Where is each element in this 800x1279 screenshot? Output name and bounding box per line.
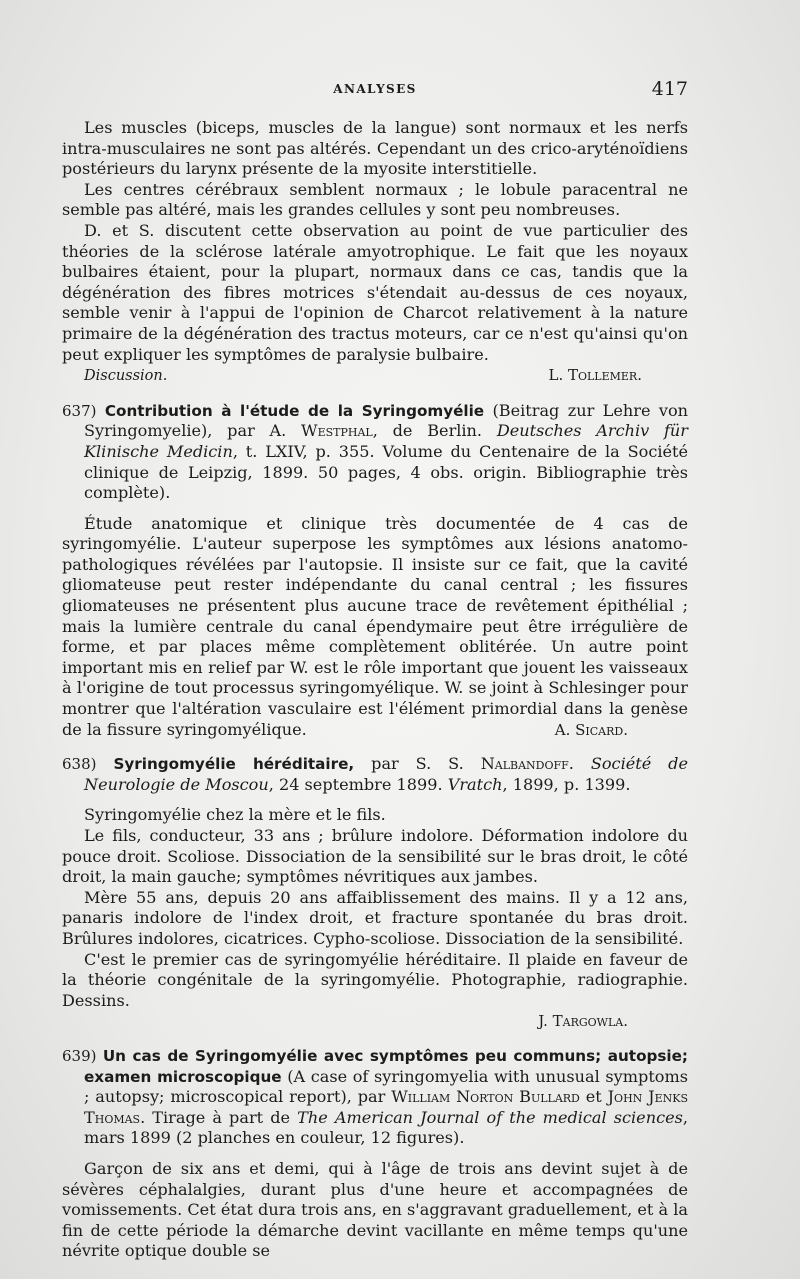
entry-number: 637) bbox=[62, 401, 97, 420]
entry-reference: par S. S. bbox=[354, 754, 481, 774]
spacer bbox=[62, 504, 688, 514]
spacer bbox=[62, 795, 688, 805]
spacer bbox=[62, 1149, 688, 1159]
entry-reference: (A case of syringomyelia with unusual symptoms ; autopsy; microscopical report), par bbox=[84, 1066, 688, 1107]
entry-reference: (Beitrag zur Lehre von Syringomyelie), par A. bbox=[84, 400, 689, 441]
entry-reference: . bbox=[568, 754, 591, 774]
signature-line bbox=[62, 365, 688, 387]
running-title: ANALYSES bbox=[333, 82, 417, 96]
signature: A. Sicard. bbox=[554, 720, 628, 739]
signature: J. Targowla. bbox=[538, 1012, 628, 1031]
paragraph: D. et S. discutent cette observation au point de vue particulier des théories de la sclérose latérale amyotrophique. Le fait que les noyaux bulbaires étaient, pour la plupart, normaux dans ce cas, tandis que la dégénération des fibres motrices s'étendait au-dessus de ces noyaux, semble venir à l'appui de l'opinion de Charcot relativement à la nature primaire de la dégénération des tractus moteurs, car ce n'est qu'ainsi qu'on peut expliquer les symptômes de paralysie bulbaire. bbox=[62, 220, 688, 364]
page-number: 417 bbox=[651, 78, 688, 100]
entry-journal: Deutsches Archiv für Klinische Medicin bbox=[84, 421, 688, 461]
entry-author: Nalbandoff bbox=[480, 754, 569, 774]
entry-heading-638 bbox=[62, 754, 688, 795]
entry-author: Westphal bbox=[301, 421, 373, 441]
entry-number: 638) bbox=[62, 755, 97, 774]
paragraph-text: Étude anatomique et clinique très documentée de 4 cas de syringomyélie. L'auteur superpose les symptômes aux lésions anatomo-pathologiques révélées par l'autopsie. Il insiste sur ce fait, que la cavité gliomateuse peut rester indépendante du canal central ; les fissures gliomateuses ne présentent plus aucune trace de revêtement épithélial ; mais la lumière centrale du canal épendymaire peut être irrégulière de forme, et par places même complètement oblitérée. Un autre point important mis en relief par W. est le rôle important que jouent les vaisseaux à l'origine de tout processus syringomyélique. W. se joint à Schlesinger pour montrer que l'altération vasculaire est l'élément primordial dans la genèse de la fissure syringomyélique. bbox=[62, 513, 688, 739]
entry-heading-637 bbox=[62, 401, 688, 504]
entry-reference: , de Berlin. bbox=[372, 421, 497, 441]
entry-author: William Norton Bullard bbox=[391, 1087, 580, 1107]
paragraph: Garçon de six ans et demi, qui à l'âge de trois ans devint sujet à de sévères céphalalgies, durant plus d'une heure et accompagnées de vomissements. Cet état dura trois ans, en s'aggravant graduellement, et à la fin de cette période la démarche devint vacillante en même temps qu'une névrite optique double se bbox=[62, 1158, 688, 1261]
discussion-label: Discussion. bbox=[84, 368, 168, 385]
entry-reference: , 24 septembre 1899. bbox=[268, 774, 448, 794]
paragraph: C'est le premier cas de syringomyélie héréditaire. Il plaide en faveur de la théorie congénitale de la syringomyélie. Photographie, radiographie. Dessins. bbox=[62, 949, 688, 1010]
entry-reference: , t. LXIV, p. 355. Volume du Centenaire de la Société clinique de Leipzig, 1899. 50 pages, 4 obs. origin. Bibliographie très complète). bbox=[84, 441, 688, 503]
paragraph: Mère 55 ans, depuis 20 ans affaiblissement des mains. Il y a 12 ans, panaris indolore de l'index droit, et fracture spontanée du bras droit. Brûlures indolores, cicatrices. Cypho-scoliose. Dissociation de la sensibilité. bbox=[62, 887, 688, 948]
paragraph: Les centres cérébraux semblent normaux ; le lobule paracentral ne semble pas altéré, mais les grandes cellules y sont peu nombreuses. bbox=[62, 179, 688, 220]
signature: L. Tollemer. bbox=[548, 366, 642, 385]
paragraph: Le fils, conducteur, 33 ans ; brûlure indolore. Déformation indolore du pouce droit. Scoliose. Dissociation de la sensibilité sur le bras droit, le côté droit, la main gauche; symptômes névritiques aux jambes. bbox=[62, 826, 688, 887]
entry-author: John Jenks Thomas bbox=[84, 1087, 688, 1127]
article-body bbox=[62, 118, 688, 1262]
entry-heading-639 bbox=[62, 1046, 688, 1149]
entry-title: Un cas de Syringomyélie avec symptômes peu communs; autopsie; examen microscopique bbox=[84, 1046, 688, 1086]
entry-journal: The American Journal of the medical sciences bbox=[297, 1107, 683, 1127]
entry-reference: , 1899, p. 1399. bbox=[502, 774, 631, 794]
running-head bbox=[62, 78, 688, 102]
entry-title: Contribution à l'étude de la Syringomyélie bbox=[104, 401, 485, 420]
entry-reference: , mars 1899 (2 planches en couleur, 12 figures). bbox=[84, 1107, 688, 1148]
paragraph: Les muscles (biceps, muscles de la langue) sont normaux et les nerfs intra-musculaires ne sont pas altérés. Cependant un des crico-aryténoïdiens postérieurs du larynx présente de la myosite interstitielle. bbox=[62, 118, 688, 179]
paragraph bbox=[62, 514, 688, 741]
entry-number: 639) bbox=[62, 1046, 97, 1065]
entry-journal: Société de Neurologie de Moscou bbox=[84, 754, 689, 794]
entry-reference: et bbox=[579, 1087, 608, 1107]
entry-reference: . Tirage à part de bbox=[140, 1107, 298, 1127]
entry-journal: Vratch bbox=[447, 774, 503, 794]
paragraph: Syringomyélie chez la mère et le fils. bbox=[84, 805, 386, 825]
entry-title: Syringomyélie héréditaire, bbox=[113, 755, 355, 774]
